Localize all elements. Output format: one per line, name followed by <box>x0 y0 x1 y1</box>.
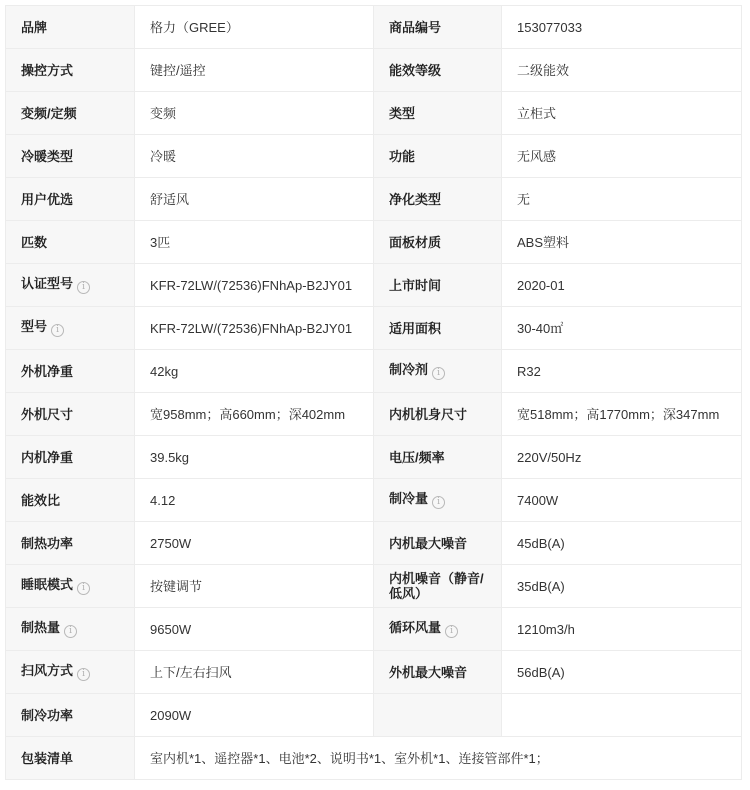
spec-key-cell <box>374 221 502 264</box>
spec-key-label: 内机净重 <box>21 449 74 465</box>
spec-key-label: 认证型号 <box>21 276 74 291</box>
spec-value-cell <box>502 264 742 307</box>
spec-key-label: 型号 <box>21 319 48 334</box>
spec-key-cell <box>6 393 135 436</box>
spec-key-label: 扫风方式 <box>21 663 74 678</box>
spec-value-cell <box>502 307 742 350</box>
spec-value: 格力（GREE） <box>150 19 239 35</box>
spec-key-cell <box>374 49 502 92</box>
spec-value-cell <box>135 393 374 436</box>
info-icon[interactable]: i <box>77 582 90 595</box>
spec-value: 无风感 <box>517 148 557 164</box>
spec-key-cell <box>374 178 502 221</box>
spec-key-cell <box>6 737 135 780</box>
spec-value: 立柜式 <box>517 105 557 121</box>
spec-key-label: 外机净重 <box>21 363 74 379</box>
spec-value-cell <box>502 92 742 135</box>
spec-key-cell <box>374 135 502 178</box>
spec-value: 2090W <box>150 707 192 723</box>
spec-value: R32 <box>517 363 541 379</box>
spec-value-cell <box>502 479 742 522</box>
spec-value: 35dB(A) <box>517 578 565 594</box>
spec-key-cell <box>374 436 502 479</box>
spec-value: KFR-72LW/(72536)FNhAp-B2JY01 <box>150 320 353 336</box>
spec-value-cell <box>502 49 742 92</box>
spec-value-cell <box>502 350 742 393</box>
spec-value: 舒适风 <box>150 191 190 207</box>
spec-key-cell <box>374 393 502 436</box>
spec-value: 30-40㎡ <box>517 320 564 336</box>
spec-key-label: 内机机身尺寸 <box>389 406 468 422</box>
info-icon[interactable]: i <box>77 281 90 294</box>
spec-key-cell <box>374 479 502 522</box>
spec-key-label: 制热功率 <box>21 535 74 551</box>
spec-key-cell <box>6 264 135 307</box>
spec-row <box>6 178 742 221</box>
spec-row <box>6 393 742 436</box>
spec-key-cell <box>6 436 135 479</box>
spec-key-label: 变频/定频 <box>21 105 77 121</box>
spec-value: 宽518mm；高1770mm；深347mm <box>517 406 720 422</box>
spec-key-cell <box>6 608 135 651</box>
spec-key-cell <box>374 522 502 565</box>
info-icon[interactable]: i <box>432 496 445 509</box>
spec-key-label: 制冷功率 <box>21 707 74 723</box>
spec-key-cell <box>374 6 502 49</box>
spec-key-label: 睡眠模式 <box>21 577 74 592</box>
spec-key-cell <box>6 350 135 393</box>
spec-key-label: 电压/频率 <box>389 449 445 465</box>
spec-value: 45dB(A) <box>517 535 565 551</box>
spec-value: 无 <box>517 191 531 207</box>
spec-value-cell <box>502 608 742 651</box>
spec-key-label: 面板材质 <box>389 234 442 250</box>
spec-row <box>6 479 742 522</box>
spec-value-cell <box>502 135 742 178</box>
spec-key-cell <box>6 479 135 522</box>
spec-key-cell <box>6 135 135 178</box>
spec-key-cell <box>6 307 135 350</box>
spec-row <box>6 92 742 135</box>
spec-key-label: 功能 <box>389 148 416 164</box>
info-icon[interactable]: i <box>51 324 64 337</box>
spec-value-cell <box>135 565 374 608</box>
spec-row <box>6 264 742 307</box>
spec-key-cell <box>374 565 502 608</box>
spec-row <box>6 522 742 565</box>
spec-value: 42kg <box>150 363 179 379</box>
spec-value-cell <box>135 49 374 92</box>
spec-value: KFR-72LW/(72536)FNhAp-B2JY01 <box>150 277 353 293</box>
info-icon[interactable]: i <box>64 625 77 638</box>
spec-key-cell <box>6 49 135 92</box>
spec-key-label: 内机噪音（静音/低风） <box>389 571 484 601</box>
spec-value-cell <box>135 92 374 135</box>
info-icon[interactable]: i <box>77 668 90 681</box>
spec-key-label: 包装清单 <box>21 750 74 766</box>
spec-key-cell <box>6 178 135 221</box>
spec-value: 按键调节 <box>150 578 203 594</box>
spec-value: 2750W <box>150 535 192 551</box>
spec-value-cell <box>502 178 742 221</box>
spec-key-label: 匹数 <box>21 234 48 250</box>
spec-value: 7400W <box>517 492 559 508</box>
spec-value-cell <box>135 694 374 737</box>
spec-key-label: 类型 <box>389 105 416 121</box>
spec-value-cell <box>135 350 374 393</box>
spec-key-label: 适用面积 <box>389 320 442 336</box>
spec-value: 220V/50Hz <box>517 449 582 465</box>
info-icon[interactable]: i <box>432 367 445 380</box>
spec-key-cell <box>6 522 135 565</box>
spec-value: 2020-01 <box>517 277 565 293</box>
spec-key-label: 制热量 <box>21 620 61 635</box>
spec-value: 4.12 <box>150 492 176 508</box>
spec-value-cell <box>135 135 374 178</box>
spec-value-cell <box>135 307 374 350</box>
spec-key-label: 外机最大噪音 <box>389 664 468 680</box>
spec-key-label: 商品编号 <box>389 19 442 35</box>
spec-key-cell <box>6 221 135 264</box>
spec-key-label: 能效比 <box>21 492 61 508</box>
spec-table <box>5 5 742 780</box>
spec-value-cell <box>135 6 374 49</box>
spec-value: 3匹 <box>150 234 171 250</box>
spec-value-cell <box>502 522 742 565</box>
spec-key-label: 外机尺寸 <box>21 406 74 422</box>
info-icon[interactable]: i <box>445 625 458 638</box>
spec-value-cell <box>135 651 374 694</box>
spec-key-label: 内机最大噪音 <box>389 535 468 551</box>
spec-value-cell <box>502 436 742 479</box>
spec-row <box>6 436 742 479</box>
spec-row <box>6 694 742 737</box>
spec-value-cell <box>502 6 742 49</box>
spec-value-cell <box>135 737 742 780</box>
spec-value-cell <box>135 264 374 307</box>
spec-value-cell <box>135 608 374 651</box>
spec-value: 9650W <box>150 621 192 637</box>
spec-key-cell <box>374 264 502 307</box>
spec-value-cell <box>502 393 742 436</box>
spec-row-packing-list <box>6 737 742 780</box>
spec-row <box>6 651 742 694</box>
spec-value: 键控/遥控 <box>150 62 206 78</box>
spec-row <box>6 49 742 92</box>
spec-key-cell <box>374 307 502 350</box>
spec-row <box>6 608 742 651</box>
spec-row <box>6 221 742 264</box>
spec-row <box>6 6 742 49</box>
spec-value-cell <box>135 436 374 479</box>
spec-value: 二级能效 <box>517 62 570 78</box>
spec-key-cell <box>374 92 502 135</box>
spec-value-cell <box>502 565 742 608</box>
spec-key-cell <box>374 694 502 737</box>
spec-key-label: 净化类型 <box>389 191 442 207</box>
spec-value-cell <box>502 694 742 737</box>
spec-key-label: 制冷剂 <box>389 362 429 377</box>
spec-value-cell <box>502 651 742 694</box>
spec-key-label: 冷暖类型 <box>21 148 74 164</box>
spec-key-cell <box>6 92 135 135</box>
spec-value-cell <box>135 479 374 522</box>
spec-row <box>6 135 742 178</box>
spec-key-cell <box>6 565 135 608</box>
spec-key-cell <box>6 6 135 49</box>
spec-value: ABS塑料 <box>517 234 570 250</box>
spec-row <box>6 565 742 608</box>
spec-value-cell <box>135 178 374 221</box>
spec-value: 室内机*1、遥控器*1、电池*2、说明书*1、室外机*1、连接管部件*1； <box>150 750 549 766</box>
spec-value: 56dB(A) <box>517 664 565 680</box>
spec-value: 1210m3/h <box>517 621 575 637</box>
spec-value: 变频 <box>150 105 177 121</box>
spec-key-label: 循环风量 <box>389 620 442 635</box>
spec-value-cell <box>135 522 374 565</box>
spec-key-cell <box>6 651 135 694</box>
spec-key-label: 操控方式 <box>21 62 74 78</box>
spec-row <box>6 350 742 393</box>
spec-value: 153077033 <box>517 19 583 35</box>
spec-value-cell <box>502 221 742 264</box>
spec-key-cell <box>6 694 135 737</box>
spec-key-label: 制冷量 <box>389 491 429 506</box>
spec-key-cell <box>374 350 502 393</box>
spec-value: 冷暖 <box>150 148 177 164</box>
spec-value: 上下/左右扫风 <box>150 664 232 680</box>
spec-key-cell <box>374 651 502 694</box>
spec-key-label: 上市时间 <box>389 277 442 293</box>
spec-value-cell <box>135 221 374 264</box>
spec-key-label: 品牌 <box>21 19 48 35</box>
spec-row <box>6 307 742 350</box>
spec-key-cell <box>374 608 502 651</box>
spec-key-label: 用户优选 <box>21 191 74 207</box>
spec-value: 宽958mm；高660mm；深402mm <box>150 406 346 422</box>
spec-key-label: 能效等级 <box>389 62 442 78</box>
spec-value: 39.5kg <box>150 449 190 465</box>
